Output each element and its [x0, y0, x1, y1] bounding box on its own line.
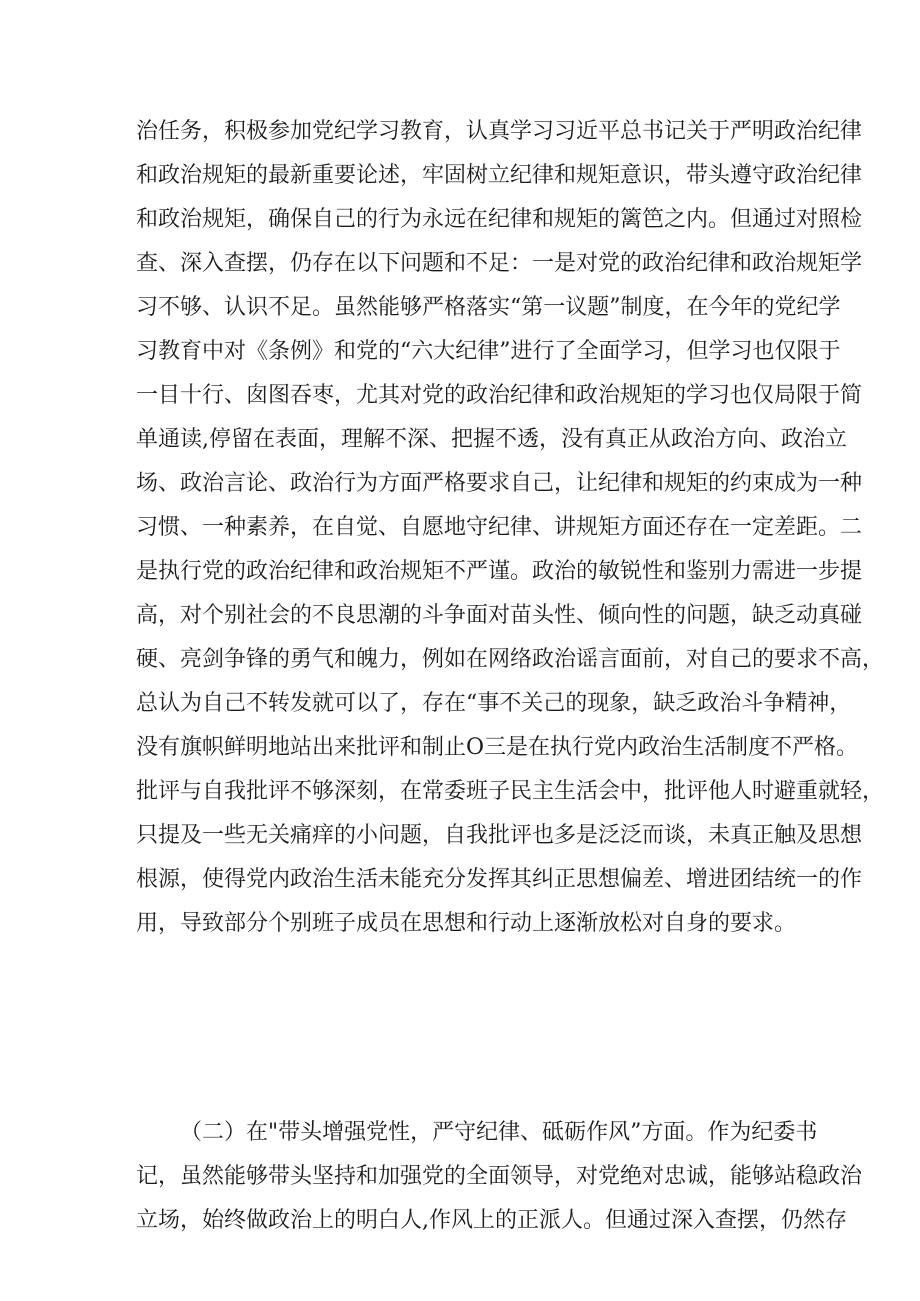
paragraph-party-spirit — [136, 1111, 863, 1243]
text-line: 查、深入查摆，仍存在以下问题和不足：一是对党的政治纪律和政治规矩学 — [136, 251, 863, 276]
text-line: 用，导致部分个别班子成员在思想和行动上逐渐放松对自身的要求。 — [136, 911, 797, 936]
text-line: 立场，始终做政治上的明白人,作风上的正派人。但通过深入查摆，仍然存 — [136, 1208, 847, 1233]
paragraph-political-discipline — [136, 110, 885, 946]
text-line: 和政治规矩的最新重要论述，牢固树立纪律和规矩意识，带头遵守政治纪律 — [136, 163, 863, 188]
text-line: 一目十行、囱图吞枣，尤其对党的政治纪律和政治规矩的学习也仅局限于简 — [136, 383, 863, 408]
text-line: 和政治规矩，确保自己的行为永远在纪律和规矩的篱笆之内。但通过对照检 — [136, 207, 863, 232]
text-line: 习教育中对《条例》和党的“六大纪律”进行了全面学习，但学习也仅限于 — [136, 339, 841, 364]
text-line: 单通读,停留在表面，理解不深、把握不透，没有真正从政治方向、政治立 — [136, 427, 847, 452]
text-line: 习不够、认识不足。虽然能够严格落实“第一议题”制度，在今年的党纪学 — [136, 295, 841, 320]
text-line: 是执行党的政治纪律和政治规矩不严谨。政治的敏锐性和鉴别力需进一步提 — [136, 559, 863, 584]
text-line: 根源，使得党内政治生活未能充分发挥其纠正思想偏差、增进团结统一的作 — [136, 867, 863, 892]
text-line: 总认为自己不转发就可以了，存在“事不关己的现象，缺乏政治斗争精神， — [136, 691, 852, 716]
text-line: 硬、亮剑争锋的勇气和魄力，例如在网络政治谣言面前，对自己的要求不高， — [136, 647, 885, 672]
text-line: 只提及一些无关痛痒的小问题，自我批评也多是泛泛而谈，未真正触及思想 — [136, 823, 863, 848]
text-line: 高，对个别社会的不良思潮的斗争面对苗头性、倾向性的问题，缺乏动真碰 — [136, 603, 863, 628]
text-line: 记，虽然能够带头坚持和加强党的全面领导，对党绝对忠诚，能够站稳政治 — [136, 1164, 863, 1189]
text-line: 没有旗帜鲜明地站出来批评和制止O三是在执行党内政治生活制度不严格。 — [136, 735, 859, 760]
text-line: 习惯、一种素养，在自觉、自愿地守纪律、讲规矩方面还存在一定差距。二 — [136, 515, 863, 540]
text-line: （二）在"带头增强党性，严守纪律、砥砺作风”方面。作为纪委书 — [180, 1120, 818, 1145]
text-line: 场、政治言论、政治行为方面严格要求自己，让纪律和规矩的约束成为一种 — [136, 471, 863, 496]
text-line: 批评与自我批评不够深刻，在常委班子民主生活会中，批评他人时避重就轻， — [136, 779, 885, 804]
text-line: 治任务，积极参加党纪学习教育，认真学习习近平总书记关于严明政治纪律 — [136, 119, 863, 144]
